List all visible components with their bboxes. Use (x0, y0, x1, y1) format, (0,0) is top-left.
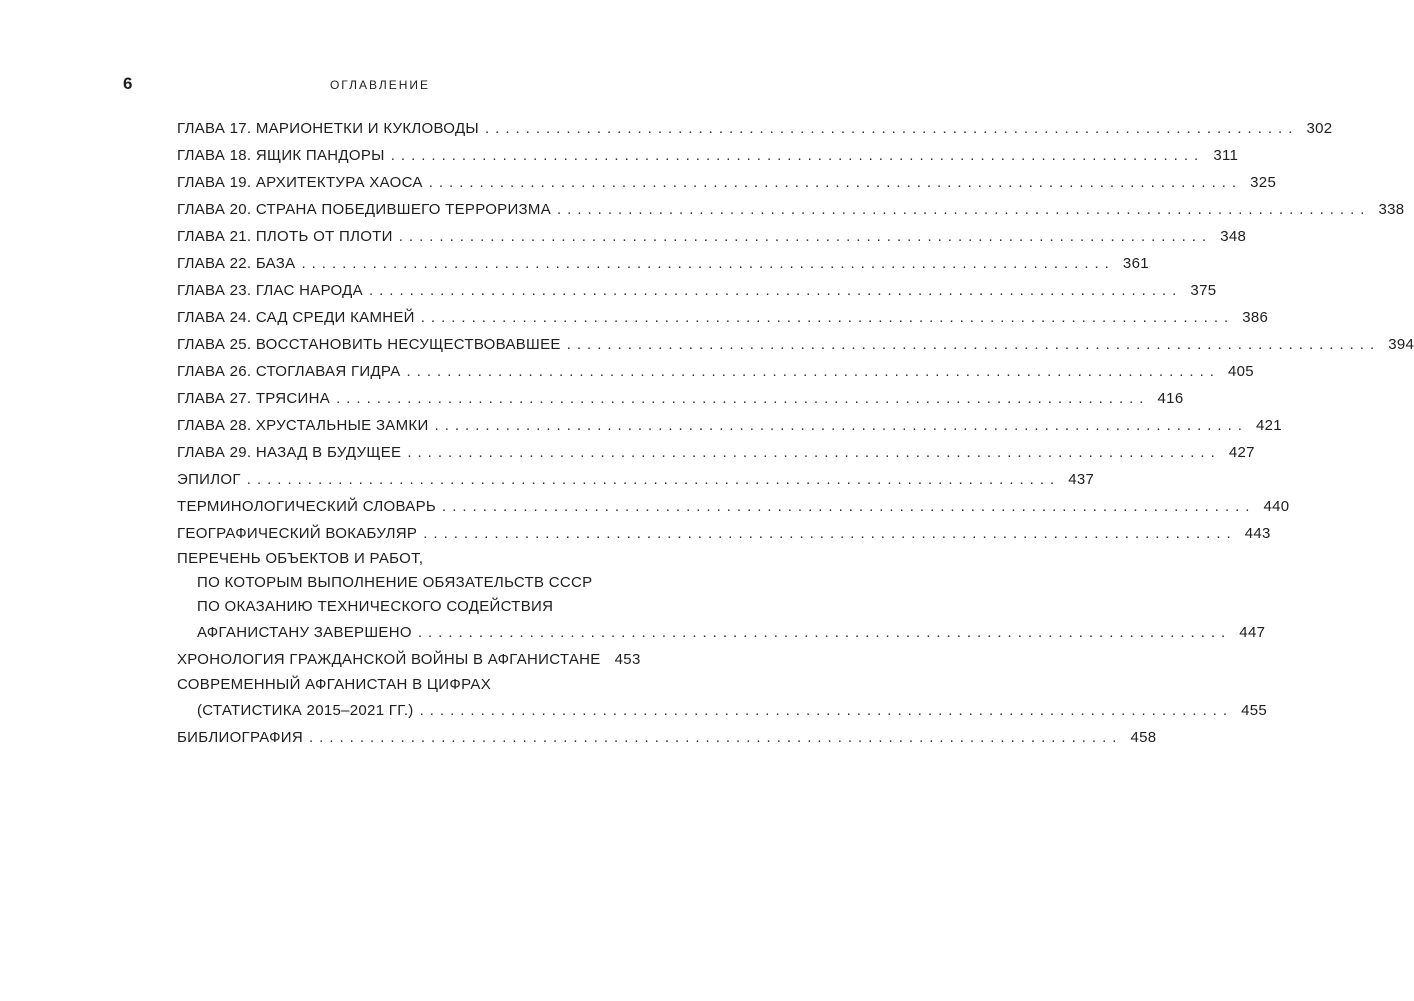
dot-leader: ................................................................................ (442, 498, 1256, 515)
toc-entry-page: 338 (1378, 201, 1405, 218)
running-head: ОГЛАВЛЕНИЕ (329, 78, 431, 92)
toc-entry-title: ГЛАВА 24. САД СРЕДИ КАМНЕЙ (177, 309, 415, 326)
toc-entry-title: ХРОНОЛОГИЯ ГРАЖДАНСКОЙ ВОЙНЫ В АФГАНИСТАНЕ (177, 651, 601, 668)
toc-entry-title: ГЛАВА 19. АРХИТЕКТУРА ХАОСА (177, 174, 423, 191)
toc-entry (177, 331, 1414, 358)
toc-entry (177, 277, 1217, 304)
toc-entry-page: 455 (1241, 702, 1267, 719)
toc-entry (177, 169, 1277, 196)
toc-entry-page: 440 (1263, 498, 1290, 515)
toc-entry (177, 223, 1247, 250)
toc-entry-page: 458 (1130, 729, 1157, 746)
toc-entry-title: ГЛАВА 22. БАЗА (177, 255, 296, 272)
dot-leader: ................................................................................ (336, 390, 1150, 407)
toc-entry-page: 405 (1228, 363, 1254, 380)
toc-entry-title: ПЕРЕЧЕНЬ ОБЪЕКТОВ И РАБОТ, (177, 550, 424, 567)
toc-entry (177, 646, 641, 673)
dot-leader: ................................................................................ (419, 702, 1233, 719)
dot-leader: ................................................................................ (423, 525, 1237, 542)
toc-entry-title: ГЛАВА 20. СТРАНА ПОБЕДИВШЕГО ТЕРРОРИЗМА (177, 201, 552, 218)
toc-entry-title: ЭПИЛОГ (177, 471, 241, 488)
toc-entry-title: ГЛАВА 29. НАЗАД В БУДУЩЕЕ (177, 444, 402, 461)
toc-entry-page: 394 (1388, 336, 1414, 353)
dot-leader: ................................................................................ (406, 363, 1220, 380)
dot-leader: ................................................................................ (428, 174, 1243, 191)
toc-entry (177, 673, 1267, 724)
toc-entry-page: 437 (1068, 471, 1095, 488)
toc-entry-page: 325 (1250, 174, 1277, 191)
dot-leader: ................................................................................ (407, 444, 1221, 461)
toc-entry (177, 385, 1184, 412)
dot-leader: ................................................................................ (566, 336, 1381, 353)
toc-entry-title: ГЛАВА 28. ХРУСТАЛЬНЫЕ ЗАМКИ (177, 417, 429, 434)
dot-leader: ................................................................................ (368, 282, 1183, 299)
toc-entry-page: 302 (1306, 120, 1333, 137)
toc-entry (177, 520, 1271, 547)
toc-entry-page: 386 (1242, 309, 1269, 326)
toc-entry (177, 493, 1290, 520)
toc-entry-title: БИБЛИОГРАФИЯ (177, 729, 304, 746)
toc-entry-title: ГЕОГРАФИЧЕСКИЙ ВОКАБУЛЯР (177, 525, 418, 542)
toc-entry (177, 115, 1333, 142)
toc-entry-page: 443 (1244, 525, 1271, 542)
toc-entry-title: ТЕРМИНОЛОГИЧЕСКИЙ СЛОВАРЬ (177, 498, 437, 515)
dot-leader: ................................................................................ (390, 147, 1205, 164)
dot-leader: ................................................................................ (434, 417, 1248, 434)
toc-entry-page: 348 (1220, 228, 1247, 245)
toc-entry-title: ПО ОКАЗАНИЮ ТЕХНИЧЕСКОГО СОДЕЙСТВИЯ (197, 598, 554, 615)
toc-entry-title: ПО КОТОРЫМ ВЫПОЛНЕНИЕ ОБЯЗАТЕЛЬСТВ СССР (197, 574, 593, 591)
toc-entry (177, 142, 1239, 169)
toc-entry-page: 361 (1122, 255, 1149, 272)
toc-entry (177, 358, 1254, 385)
toc-entry (177, 466, 1095, 493)
dot-leader: ................................................................................ (484, 120, 1299, 137)
toc-entry-title: ГЛАВА 18. ЯЩИК ПАНДОРЫ (177, 147, 385, 164)
toc-entry-page: 427 (1228, 444, 1255, 461)
toc-entry-title: (СТАТИСТИКА 2015–2021 ГГ.) (197, 702, 414, 719)
toc-entry-page: 453 (614, 651, 641, 668)
toc-entry-title: ГЛАВА 21. ПЛОТЬ ОТ ПЛОТИ (177, 228, 393, 245)
toc-entry-title: ГЛАВА 23. ГЛАС НАРОДА (177, 282, 363, 299)
toc-entry-page: 416 (1157, 390, 1184, 407)
dot-leader: ................................................................................ (417, 624, 1232, 641)
toc-entry-page: 421 (1256, 417, 1282, 434)
toc-entry-title: ГЛАВА 25. ВОССТАНОВИТЬ НЕСУЩЕСТВОВАВШЕЕ (177, 336, 561, 353)
dot-leader: ................................................................................ (398, 228, 1213, 245)
dot-leader: ................................................................................ (420, 309, 1235, 326)
toc-entry (177, 724, 1157, 751)
dot-leader: ................................................................................ (309, 729, 1123, 746)
toc-entry (177, 250, 1149, 277)
page-number: 6 (123, 74, 133, 93)
toc-entry-title: ГЛАВА 17. МАРИОНЕТКИ И КУКЛОВОДЫ (177, 120, 479, 137)
toc-entry (177, 412, 1282, 439)
dot-leader: ................................................................................ (557, 201, 1371, 218)
dot-leader: ................................................................................ (301, 255, 1115, 272)
toc-entry (177, 304, 1269, 331)
table-of-contents (177, 115, 1414, 751)
dot-leader: ................................................................................ (246, 471, 1061, 488)
toc-entry-title: СОВРЕМЕННЫЙ АФГАНИСТАН В ЦИФРАХ (177, 676, 491, 693)
toc-entry-page: 311 (1213, 147, 1239, 164)
toc-entry-title: ГЛАВА 26. СТОГЛАВАЯ ГИДРА (177, 363, 401, 380)
toc-entry-page: 375 (1190, 282, 1217, 299)
toc-entry-title: ГЛАВА 27. ТРЯСИНА (177, 390, 331, 407)
toc-entry-title: АФГАНИСТАНУ ЗАВЕРШЕНО (197, 624, 412, 641)
toc-entry (177, 439, 1255, 466)
toc-entry (177, 196, 1405, 223)
toc-entry (177, 547, 1266, 646)
toc-entry-page: 447 (1239, 624, 1266, 641)
